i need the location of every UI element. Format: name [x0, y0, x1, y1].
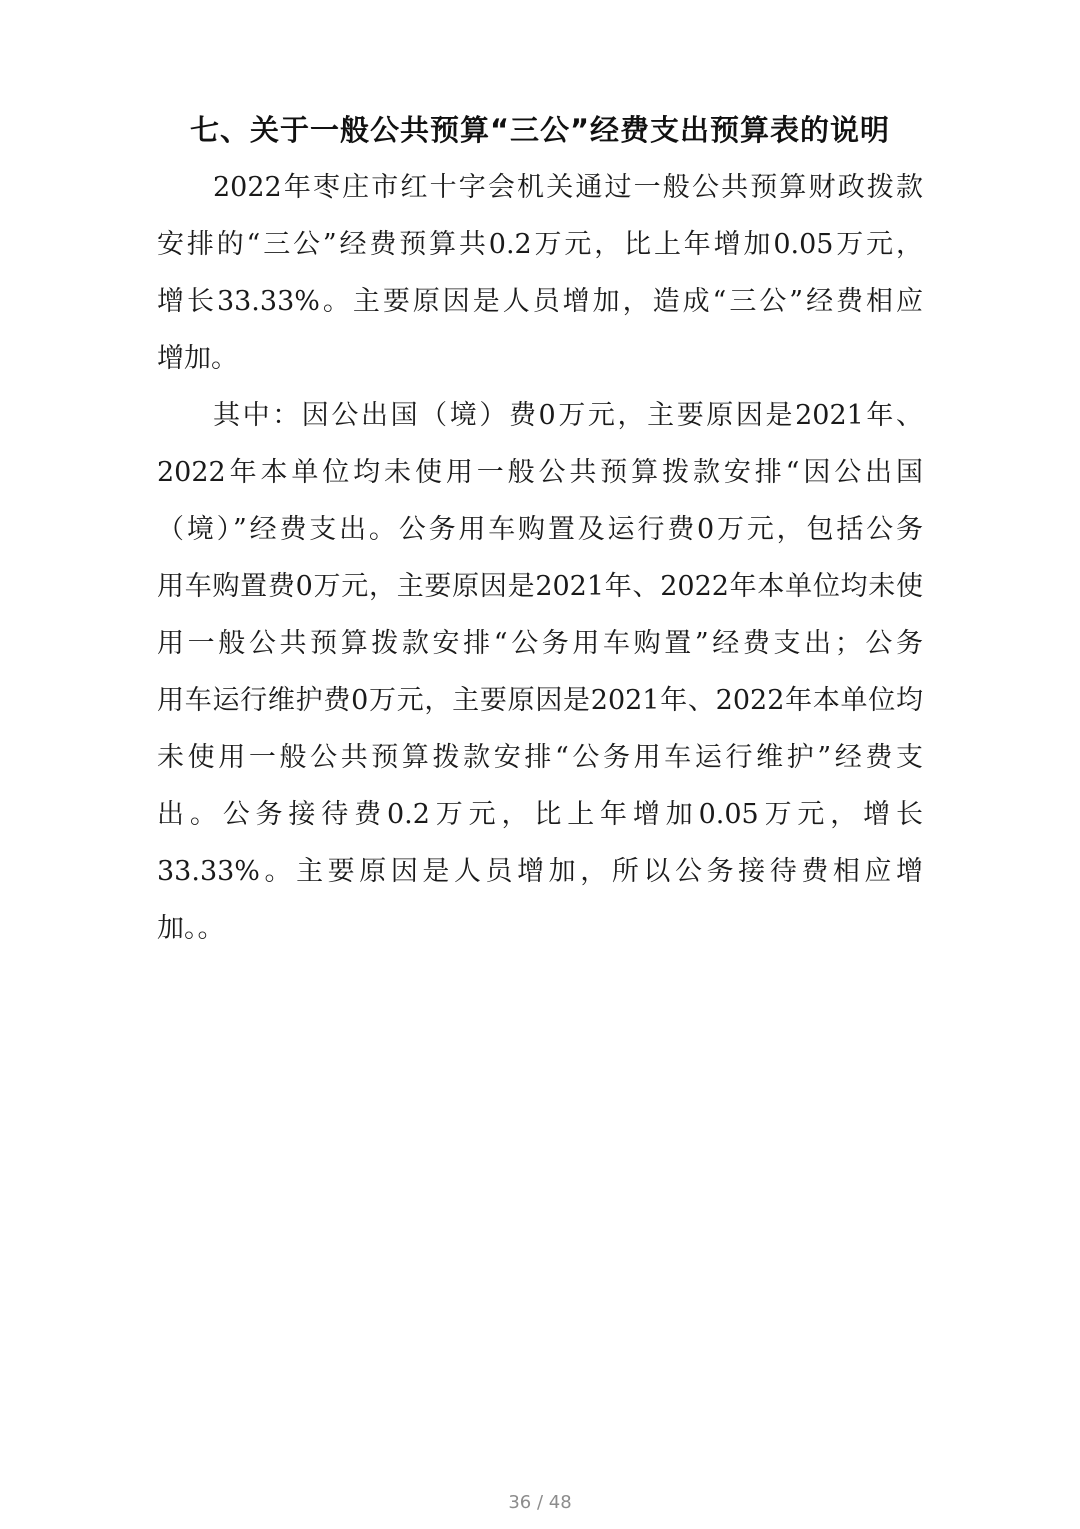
paragraph-1-line-3: 增长33.33%。主要原因是人员增加，造成“三公”经费相应: [157, 286, 923, 317]
paragraph-1-line-2: 安排的“三公”经费预算共0.2万元，比上年增加0.05万元，: [157, 229, 923, 260]
paragraph-2-line-6: 用车运行维护费0万元，主要原因是2021年、2022年本单位均: [157, 685, 923, 716]
page-indicator: 36 / 48: [508, 1492, 572, 1513]
section-heading: 七、关于一般公共预算“三公”经费支出预算表的说明: [189, 113, 891, 147]
paragraph-2-line-9: 33.33%。主要原因是人员增加，所以公务接待费相应增: [157, 856, 923, 887]
paragraph-2-line-7: 未使用一般公共预算拨款安排“公务用车运行维护”经费支: [157, 742, 923, 773]
paragraph-2-line-2: 2022年本单位均未使用一般公共预算拨款安排“因公出国: [157, 457, 923, 488]
paragraph-2-line-10: 加。。: [157, 913, 225, 944]
paragraph-2-line-1: 其中：因公出国（境）费0万元，主要原因是2021年、: [213, 400, 923, 431]
paragraph-1-line-1: 2022年枣庄市红十字会机关通过一般公共预算财政拨款: [213, 172, 923, 203]
paragraph-2-line-5: 用一般公共预算拨款安排“公务用车购置”经费支出；公务: [157, 628, 923, 659]
paragraph-2-line-4: 用车购置费0万元，主要原因是2021年、2022年本单位均未使: [157, 571, 923, 602]
paragraph-1-line-4: 增加。: [157, 343, 238, 374]
paragraph-2-line-8: 出。公务接待费0.2万元，比上年增加0.05万元，增长: [157, 799, 923, 830]
paragraph-2-line-3: （境）”经费支出。公务用车购置及运行费0万元，包括公务: [157, 514, 923, 545]
